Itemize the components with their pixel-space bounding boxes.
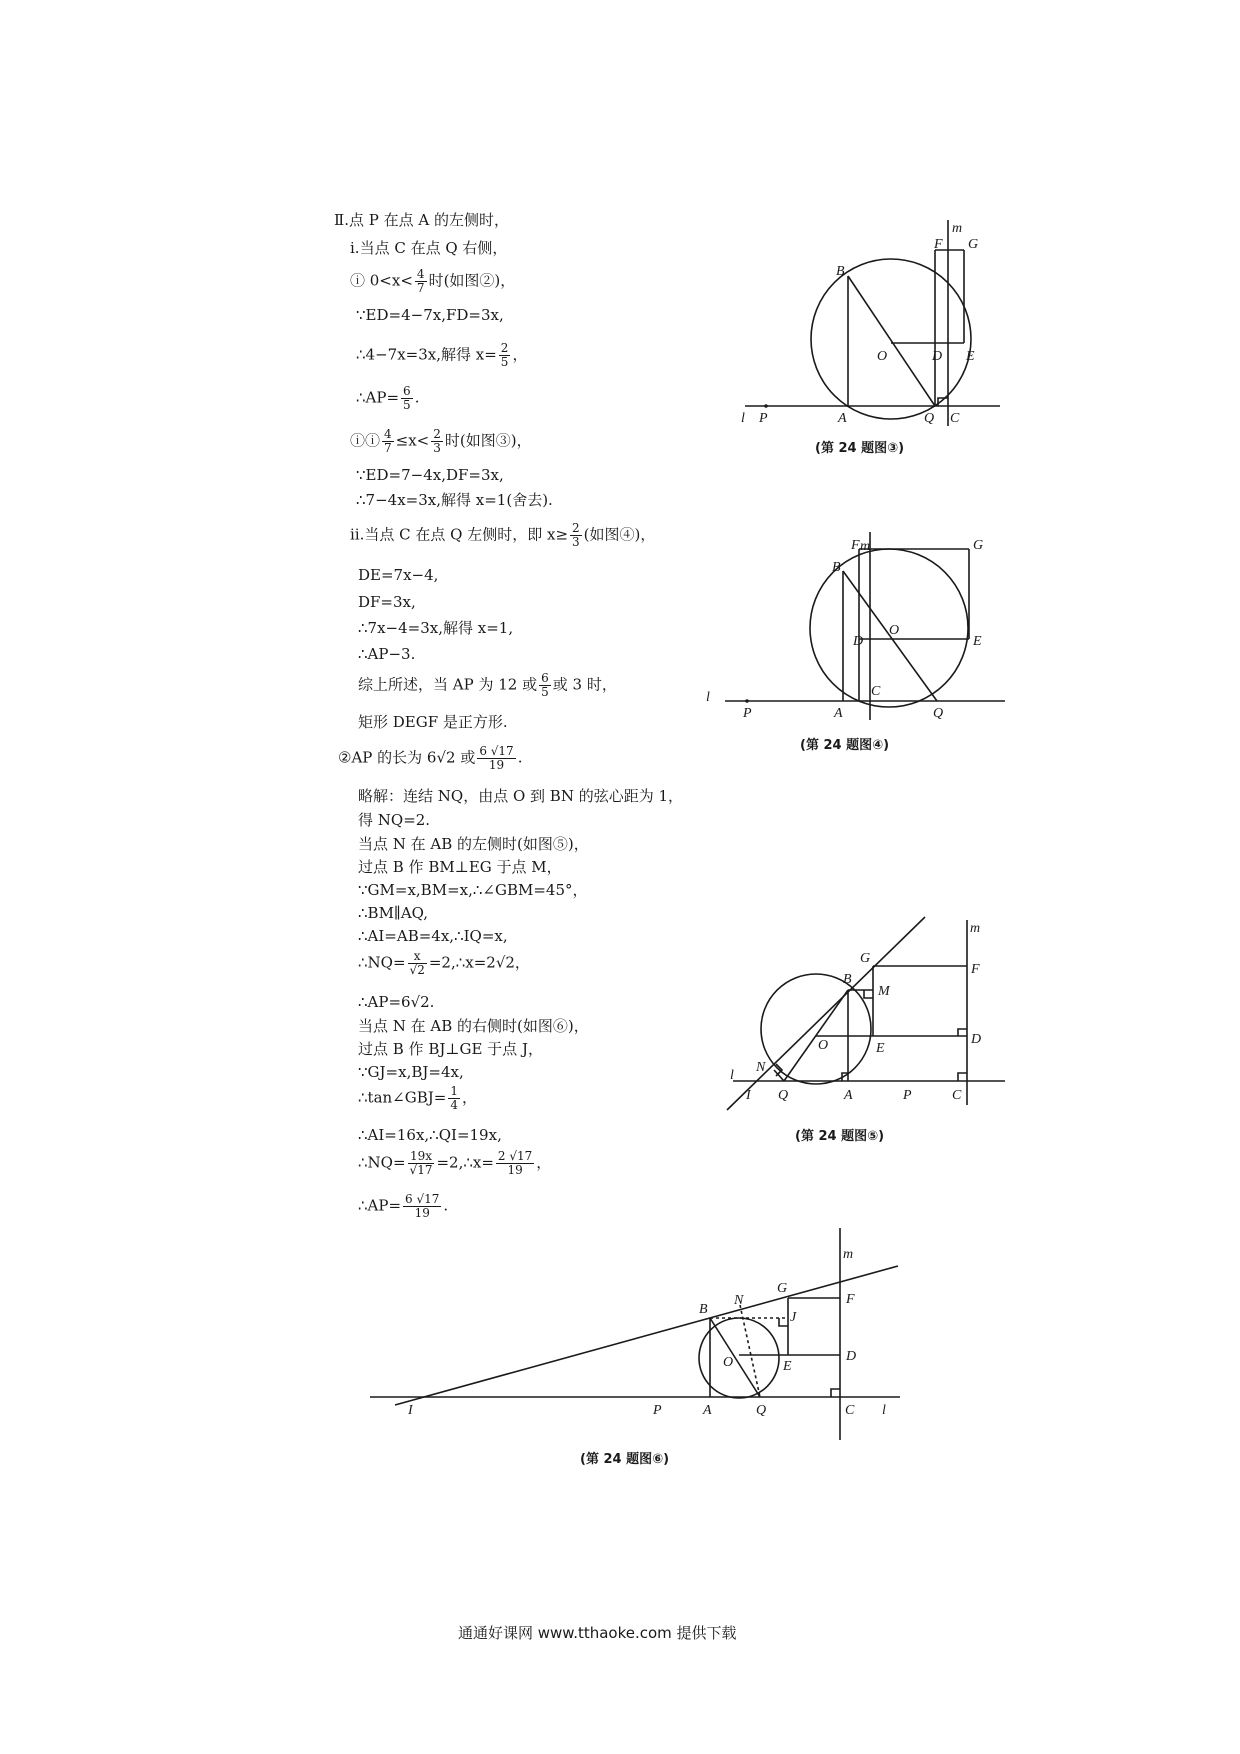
fraction: $\frac{6}{5}$	[541, 671, 549, 699]
label-q: Q	[756, 1403, 767, 1418]
label-l: l	[882, 1403, 886, 1418]
text-line: ∴NQ= $\frac{x}{√2}$ =2,∴x=2√2，	[358, 949, 530, 977]
label-f: F	[846, 1292, 855, 1307]
label-o: O	[723, 1355, 734, 1370]
text-line: ∴7−4x=3x,解得 x=1(舍去).	[356, 491, 553, 509]
text-line: 矩形 DEGF 是正方形.	[358, 713, 508, 731]
text-line: Ⅱ.点 P 在点 A 的左侧时，	[334, 211, 509, 229]
figure-5-caption: (第 24 题图⑤)	[795, 1129, 885, 1144]
label-p: P	[743, 706, 752, 721]
label-b: B	[843, 972, 852, 987]
line-ig	[395, 1266, 898, 1405]
label-m: m	[860, 539, 871, 554]
label-f: F	[971, 962, 980, 977]
label-p: P	[903, 1088, 912, 1103]
text-line: 当点 N 在 AB 的右侧时(如图⑥)，	[358, 1017, 589, 1035]
text-line: ⅱ.当点 C 在点 Q 左侧时，即 x≥ $\frac{2}{3}$ (如图④)，	[350, 521, 656, 549]
text-line: ∵GJ=x,BJ=4x,	[358, 1063, 464, 1081]
label-m: m	[970, 921, 981, 936]
text-line: ②AP 的长为 6√2 或 $\frac{6 √17}{19}$ .	[338, 744, 523, 772]
label-q: Q	[933, 706, 944, 721]
fraction: $\frac{4}{7}$	[416, 267, 425, 295]
fraction: $\frac{2}{3}$	[433, 427, 441, 455]
text-line: DE=7x−4,	[358, 566, 439, 584]
text-line: ∴AI=16x,∴QI=19x,	[358, 1126, 502, 1144]
label-d: D	[932, 349, 943, 364]
figure-6-caption: (第 24 题图⑥)	[580, 1452, 670, 1467]
label-o: O	[877, 349, 888, 364]
label-c: C	[845, 1403, 855, 1418]
label-o: O	[889, 623, 900, 638]
text-line: 得 NQ=2.	[358, 811, 431, 829]
text-line: ∴NQ= $\frac{19x}{√17}$ =2,∴x= $\frac{2 √17}{19}$ ，	[358, 1149, 552, 1177]
label-f: F	[851, 538, 860, 553]
label-g: G	[973, 538, 984, 553]
label-g: G	[777, 1281, 788, 1296]
text-line: ∴BM∥AQ,	[358, 904, 429, 922]
label-d: D	[853, 634, 864, 649]
text-line: ∴4−7x=3x,解得 x= $\frac{2}{5}$ ，	[356, 341, 528, 369]
label-e: E	[973, 634, 982, 649]
label-b: B	[836, 264, 845, 279]
text-line: 当点 N 在 AB 的左侧时(如图⑤)，	[358, 835, 589, 853]
label-q: Q	[924, 411, 935, 426]
fraction: $\frac{6 √17}{19}$	[479, 744, 514, 772]
label-e: E	[876, 1041, 885, 1056]
text-line: ∴AP=6√2.	[358, 993, 435, 1011]
text-line: ∴tan∠GBJ= $\frac{1}{4}$ ，	[358, 1084, 477, 1112]
figure-3-caption: (第 24 题图③)	[815, 441, 905, 456]
label-q: Q	[778, 1088, 789, 1103]
text-line: ∴7x−4=3x,解得 x=1,	[358, 619, 514, 637]
fraction: $\frac{6 √17}{19}$	[405, 1192, 440, 1220]
label-p: P	[653, 1403, 662, 1418]
label-i: I	[408, 1403, 413, 1418]
text-line: ∵ED=4−7x,FD=3x,	[356, 306, 504, 324]
fraction: $\frac{2}{5}$	[500, 341, 509, 369]
text-line: ⅰ.当点 C 在点 Q 右侧，	[350, 239, 508, 257]
label-d: D	[971, 1032, 982, 1047]
label-a: A	[703, 1403, 712, 1418]
label-a: A	[838, 411, 847, 426]
label-c: C	[952, 1088, 962, 1103]
page-footer: 通通好课网 www.tthaoke.com 提供下载	[458, 1624, 737, 1642]
text-line: ⓘⓘ $\frac{4}{7}$ ≤x< $\frac{2}{3}$ 时(如图③)，	[350, 427, 532, 455]
segment-bq	[710, 1318, 760, 1397]
text-line: 过点 B 作 BM⊥EG 于点 M，	[358, 858, 562, 876]
label-m-point: M	[878, 984, 890, 999]
fraction: $\frac{2 √17}{19}$	[497, 1149, 533, 1177]
text-line: ∵GM=x,BM=x,∴∠GBM=45°，	[358, 881, 588, 899]
label-a: A	[844, 1088, 853, 1103]
label-o: O	[818, 1038, 829, 1053]
label-p: P	[759, 411, 768, 426]
label-g: G	[860, 951, 871, 966]
label-l: l	[706, 690, 710, 705]
fraction: $\frac{6}{5}$	[403, 384, 411, 412]
label-b: B	[832, 560, 841, 575]
label-i: I	[746, 1088, 751, 1103]
right-angle-mark	[831, 1389, 840, 1397]
text-line: ⓘ 0<x< $\frac{4}{7}$ 时(如图②)，	[350, 267, 516, 295]
text-line: 综上所述，当 AP 为 12 或 $\frac{6}{5}$ 或 3 时，	[358, 671, 617, 699]
label-m: m	[952, 221, 963, 236]
label-c: C	[871, 684, 881, 699]
circle-o	[699, 1318, 779, 1398]
fraction: $\frac{x}{√2}$	[409, 949, 425, 977]
fraction: $\frac{4}{7}$	[384, 427, 392, 455]
label-l: l	[741, 411, 745, 426]
right-angle-mark	[779, 1318, 788, 1326]
label-d: D	[846, 1349, 857, 1364]
text-line: ∴AI=AB=4x,∴IQ=x,	[358, 927, 508, 945]
label-e: E	[966, 349, 975, 364]
text-line: ∴AP= $\frac{6}{5}$ .	[356, 384, 420, 412]
fraction: $\frac{2}{3}$	[572, 521, 580, 549]
label-n: N	[734, 1293, 744, 1308]
label-g: G	[968, 237, 979, 252]
label-j: J	[790, 1310, 797, 1325]
text-line: 略解：连结 NQ，由点 O 到 BN 的弦心距为 1，	[358, 787, 684, 805]
label-a: A	[834, 706, 843, 721]
label-e: E	[783, 1359, 792, 1374]
label-l: l	[730, 1068, 734, 1083]
text-line: ∴AP= $\frac{6 √17}{19}$ .	[358, 1192, 449, 1220]
text-line: ∴AP−3.	[358, 645, 416, 663]
fraction: $\frac{1}{4}$	[450, 1084, 458, 1112]
label-c: C	[950, 411, 960, 426]
label-f: F	[934, 237, 943, 252]
figure-4-caption: (第 24 题图④)	[800, 738, 890, 753]
label-m: m	[843, 1247, 854, 1262]
text-line: DF=3x,	[358, 593, 416, 611]
text-line: ∵ED=7−4x,DF=3x,	[356, 466, 504, 484]
fraction: $\frac{19x}{√17}$	[409, 1149, 433, 1177]
label-b: B	[699, 1302, 708, 1317]
label-n: N	[756, 1060, 766, 1075]
text-line: 过点 B 作 BJ⊥GE 于点 J，	[358, 1040, 543, 1058]
